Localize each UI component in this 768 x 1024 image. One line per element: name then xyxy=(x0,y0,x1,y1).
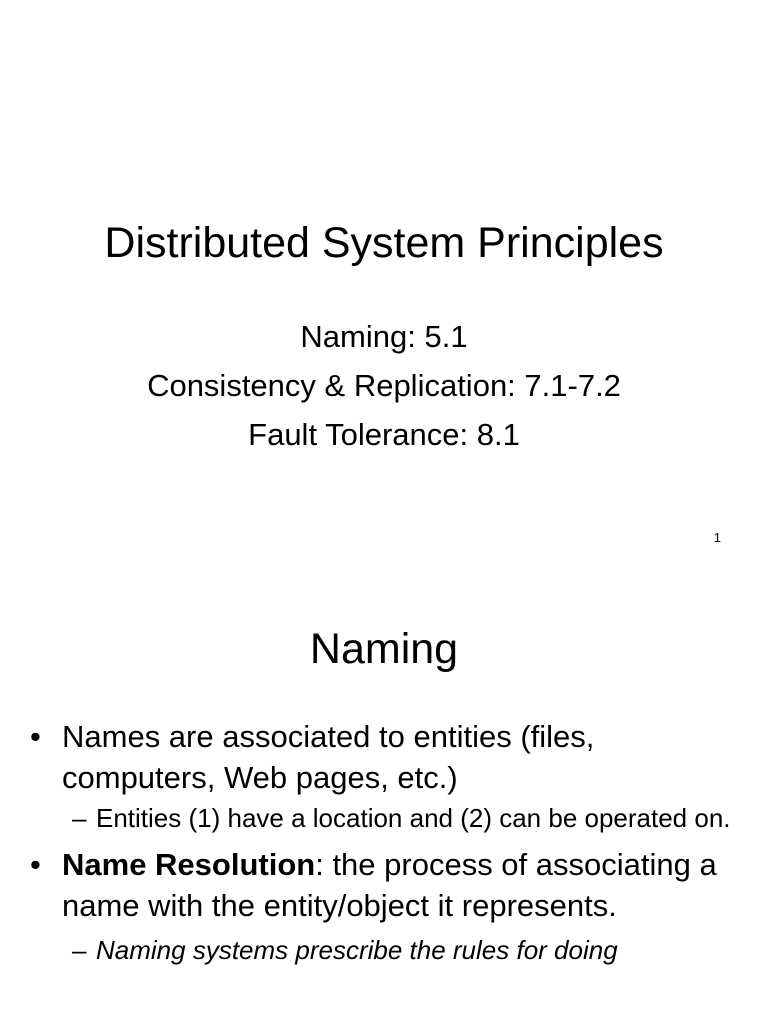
bullet-item xyxy=(0,716,768,798)
subtitle-line-fault-tolerance: Fault Tolerance: 8.1 xyxy=(248,417,520,452)
sub-bullet-text: Naming systems prescribe the rules for doing xyxy=(96,935,618,965)
bullet-text: Names are associated to entities (files, computers, Web pages, etc.) xyxy=(62,719,595,795)
dash-marker: – xyxy=(72,803,87,833)
bullet-marker: • xyxy=(30,847,41,882)
page-number: 1 xyxy=(713,530,721,545)
dash-marker: – xyxy=(72,935,87,965)
sub-bullet-item xyxy=(0,800,768,836)
sub-bullet-text: Entities (1) have a location and (2) can be operated on. xyxy=(96,803,731,833)
sub-bullet-item xyxy=(0,932,768,968)
slide-title: Distributed System Principles xyxy=(104,219,664,267)
slide-2 xyxy=(0,576,768,1024)
bullet-marker: • xyxy=(30,719,41,754)
slide-subtitle xyxy=(0,312,768,459)
bullet-item xyxy=(0,844,768,926)
bullet-term: Name Resolution xyxy=(62,847,316,882)
bullet-list xyxy=(0,716,768,976)
subtitle-line-naming: Naming: 5.1 xyxy=(300,319,468,354)
subtitle-line-consistency: Consistency & Replication: 7.1-7.2 xyxy=(147,368,621,403)
slide-title: Naming xyxy=(309,625,459,673)
bullet-text: : the process of associating a name with the entity/object it represents. xyxy=(62,847,717,923)
